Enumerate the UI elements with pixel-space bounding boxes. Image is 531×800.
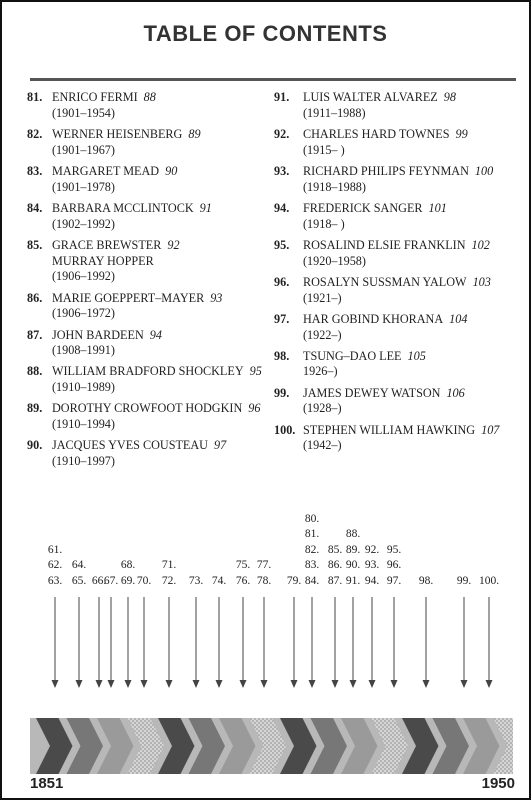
entry-number: 92. [274, 126, 290, 141]
entry-name: HAR GOBIND KHORANA [303, 311, 444, 326]
entry-number: 94. [274, 200, 290, 215]
timeline-arrow-icon [485, 597, 493, 688]
timeline-marker-label: 67. [103, 574, 119, 587]
entry-page-number: 90 [165, 163, 178, 178]
timeline-marker-label: 93. [364, 559, 380, 572]
entry-page-number: 107 [481, 422, 500, 437]
entry-dates: (1908–1991) [52, 343, 115, 358]
entry-dates: (1906–1992) [52, 269, 115, 284]
entry-number: 95. [274, 237, 290, 252]
timeline-marker-label: 75. [235, 559, 251, 572]
timeline-arrow-icon [95, 597, 103, 688]
timeline-marker-label: 92. [364, 543, 380, 556]
entry-dates: (1918–1988) [303, 179, 366, 194]
timeline-marker-label: 72. [161, 574, 177, 587]
entry-page-number: 96 [248, 401, 261, 416]
entry-dates: 1926–) [303, 364, 338, 379]
timeline-arrow-icon [349, 597, 357, 688]
entry-name: TSUNG–DAO LEE [303, 348, 402, 363]
toc-left-column [27, 90, 272, 475]
entry-dates: (1910–1994) [52, 417, 115, 432]
entry-number: 90. [27, 438, 43, 453]
entry-dates: (1910–1997) [52, 454, 115, 469]
timeline-marker-label: 71. [161, 559, 177, 572]
timeline-marker-label: 89. [345, 543, 361, 556]
entry-number: 85. [27, 237, 43, 252]
timeline-arrow-icon [75, 597, 83, 688]
timeline-arrow-icon [165, 597, 173, 688]
entry-page-number: 106 [446, 385, 465, 400]
timeline-marker-label: 61. [47, 543, 63, 556]
timeline-marker-label: 98. [418, 574, 434, 587]
timeline-marker-label: 83. [304, 559, 320, 572]
entry-number: 86. [27, 290, 43, 305]
timeline-arrow-icon [290, 597, 298, 688]
entry-number: 89. [27, 401, 43, 416]
timeline-arrow-icon [51, 597, 59, 688]
timeline-arrow-icon [192, 597, 200, 688]
timeline-chevron-band [30, 718, 513, 774]
entry-dates: (1906–1972) [52, 306, 115, 321]
entry-dates: (1921–) [303, 290, 342, 305]
entry-name: MARIE GOEPPERT–MAYER [52, 290, 205, 305]
title-divider [30, 78, 516, 81]
entry-name: JAMES DEWEY WATSON [303, 385, 441, 400]
toc-entry[interactable] [274, 423, 529, 454]
timeline-marker-label: 64. [71, 559, 87, 572]
toc-entry[interactable] [27, 438, 272, 469]
timeline-marker-label: 63. [47, 574, 63, 587]
timeline-marker-label: 94. [364, 574, 380, 587]
timeline-arrow-icon [239, 597, 247, 688]
entry-number: 91. [274, 90, 290, 104]
entry-name-continued: MURRAY HOPPER [52, 253, 154, 268]
entry-name: WILLIAM BRADFORD SHOCKLEY [52, 364, 244, 379]
toc-entry[interactable] [274, 312, 529, 343]
timeline-arrow-icon [422, 597, 430, 688]
toc-right-column [274, 90, 529, 460]
entry-name: RICHARD PHILIPS FEYNMAN [303, 163, 469, 178]
timeline-arrow-icon [124, 597, 132, 688]
toc-entry[interactable] [27, 238, 272, 285]
toc-entry[interactable] [27, 164, 272, 195]
timeline-marker-label: 85. [327, 543, 343, 556]
toc-entry[interactable] [27, 201, 272, 232]
toc-entry[interactable] [27, 127, 272, 158]
entry-number: 96. [274, 274, 290, 289]
toc-entry[interactable] [274, 349, 529, 380]
timeline-arrow-icon [107, 597, 115, 688]
entry-dates: (1901–1967) [52, 142, 115, 157]
entry-dates: (1942–) [303, 438, 342, 453]
timeline-marker-label: 82. [304, 543, 320, 556]
entry-number: 87. [27, 327, 43, 342]
entry-number: 81. [27, 90, 43, 104]
toc-entry[interactable] [274, 201, 529, 232]
timeline-arrow-icon [215, 597, 223, 688]
entry-name: STEPHEN WILLIAM HAWKING [303, 422, 476, 437]
timeline-marker-label: 88. [345, 528, 361, 541]
entry-page-number: 99 [455, 126, 468, 141]
toc-entry[interactable] [27, 291, 272, 322]
entry-number: 82. [27, 126, 43, 141]
entry-page-number: 94 [149, 327, 162, 342]
timeline-marker-label: 76. [235, 574, 251, 587]
entry-page-number: 95 [249, 364, 262, 379]
toc-entry[interactable] [27, 328, 272, 359]
entry-page-number: 88 [143, 90, 156, 104]
timeline-marker-label: 79. [286, 574, 302, 587]
entry-name: WERNER HEISENBERG [52, 126, 183, 141]
timeline-marker-label: 80. [304, 513, 320, 525]
entry-page-number: 100 [474, 163, 494, 178]
timeline-marker-label: 87. [327, 574, 343, 587]
timeline-marker-label: 100. [478, 574, 500, 587]
toc-entry[interactable] [27, 90, 272, 121]
entry-number: 93. [274, 163, 290, 178]
timeline-marker-label: 65. [71, 574, 87, 587]
entry-dates: (1915– ) [303, 142, 345, 157]
entry-dates: (1928–) [303, 401, 342, 416]
timeline-marker-label: 99. [456, 574, 472, 587]
entry-name: MARGARET MEAD [52, 163, 160, 178]
entry-page-number: 93 [210, 290, 223, 305]
timeline-marker-label: 68. [120, 559, 136, 572]
toc-entry[interactable] [274, 238, 529, 269]
timeline-marker-label: 62. [47, 559, 63, 572]
timeline-marker-label: 73. [188, 574, 204, 587]
timeline-marker-label: 69. [120, 574, 136, 587]
toc-entry[interactable] [27, 364, 272, 395]
timeline-marker-label: 81. [304, 528, 320, 541]
timeline-marker-label: 70. [136, 574, 152, 587]
entry-dates: (1910–1989) [52, 380, 115, 395]
timeline-start-year: 1851 [30, 775, 64, 792]
entry-dates: (1920–1958) [303, 253, 366, 268]
timeline-marker-label: 74. [211, 574, 227, 587]
entry-name: ENRICO FERMI [52, 90, 138, 104]
entry-name: CHARLES HARD TOWNES [303, 126, 450, 141]
timeline-arrow-icon [260, 597, 268, 688]
timeline-arrow-icon [368, 597, 376, 688]
entry-page-number: 98 [443, 90, 456, 104]
toc-entry[interactable] [274, 386, 529, 417]
page-title: TABLE OF CONTENTS [143, 21, 388, 46]
entry-dates: (1901–1954) [52, 105, 115, 120]
entry-name: BARBARA MCCLINTOCK [52, 200, 194, 215]
entry-dates: (1901–1978) [52, 179, 115, 194]
entry-name: JACQUES YVES COUSTEAU [52, 438, 208, 453]
entry-page-number: 103 [472, 274, 491, 289]
timeline-marker-label: 97. [386, 574, 402, 587]
entry-dates: (1902–1992) [52, 216, 115, 231]
entry-page-number: 101 [428, 200, 447, 215]
entry-dates: (1918– ) [303, 216, 345, 231]
entry-page-number: 92 [167, 237, 180, 252]
entry-page-number: 105 [407, 348, 426, 363]
entry-page-number: 97 [213, 438, 227, 453]
entry-number: 84. [27, 200, 43, 215]
timeline-arrow-icon [331, 597, 339, 688]
entry-page-number: 104 [449, 311, 468, 326]
entry-name: JOHN BARDEEN [52, 327, 144, 342]
entry-dates: (1911–1988) [303, 105, 366, 120]
timeline-arrow-icon [460, 597, 468, 688]
timeline-marker-label: 77. [256, 559, 272, 572]
timeline-arrow-icon [140, 597, 148, 688]
entry-number: 97. [274, 311, 290, 326]
toc-entry[interactable] [274, 164, 529, 195]
timeline-marker-label: 90. [345, 559, 361, 572]
timeline-marker-label: 95. [386, 543, 402, 556]
timeline-marker-label: 86. [327, 559, 343, 572]
timeline-marker-label: 66. [91, 574, 107, 587]
entry-name: ROSALIND ELSIE FRANKLIN [303, 237, 466, 252]
entry-name: DOROTHY CROWFOOT HODGKIN [52, 401, 243, 416]
entry-dates: (1922–) [303, 327, 342, 342]
entry-name: LUIS WALTER ALVAREZ [303, 90, 438, 104]
toc-entry[interactable] [27, 401, 272, 432]
timeline-end-year: 1950 [481, 775, 515, 792]
timeline-arrow-icon [308, 597, 316, 688]
entry-number: 98. [274, 348, 290, 363]
timeline-marker-label: 84. [304, 574, 320, 587]
entry-page-number: 102 [471, 237, 490, 252]
entry-name: FREDERICK SANGER [303, 200, 423, 215]
toc-entry[interactable] [274, 90, 529, 121]
toc-entry[interactable] [274, 127, 529, 158]
entry-number: 99. [274, 385, 290, 400]
timeline-marker-label: 78. [256, 574, 272, 587]
entry-page-number: 89 [188, 126, 201, 141]
timeline-marker-label: 91. [345, 574, 361, 587]
timeline-arrow-icon [390, 597, 398, 688]
entry-number: 100. [274, 422, 296, 437]
entry-number: 88. [27, 364, 43, 379]
entry-name: ROSALYN SUSSMAN YALOW [303, 274, 467, 289]
timeline-marker-label: 96. [386, 559, 402, 572]
entry-number: 83. [27, 163, 43, 178]
toc-entry[interactable] [274, 275, 529, 306]
entry-page-number: 91 [199, 200, 212, 215]
entry-name: GRACE BREWSTER [52, 237, 162, 252]
